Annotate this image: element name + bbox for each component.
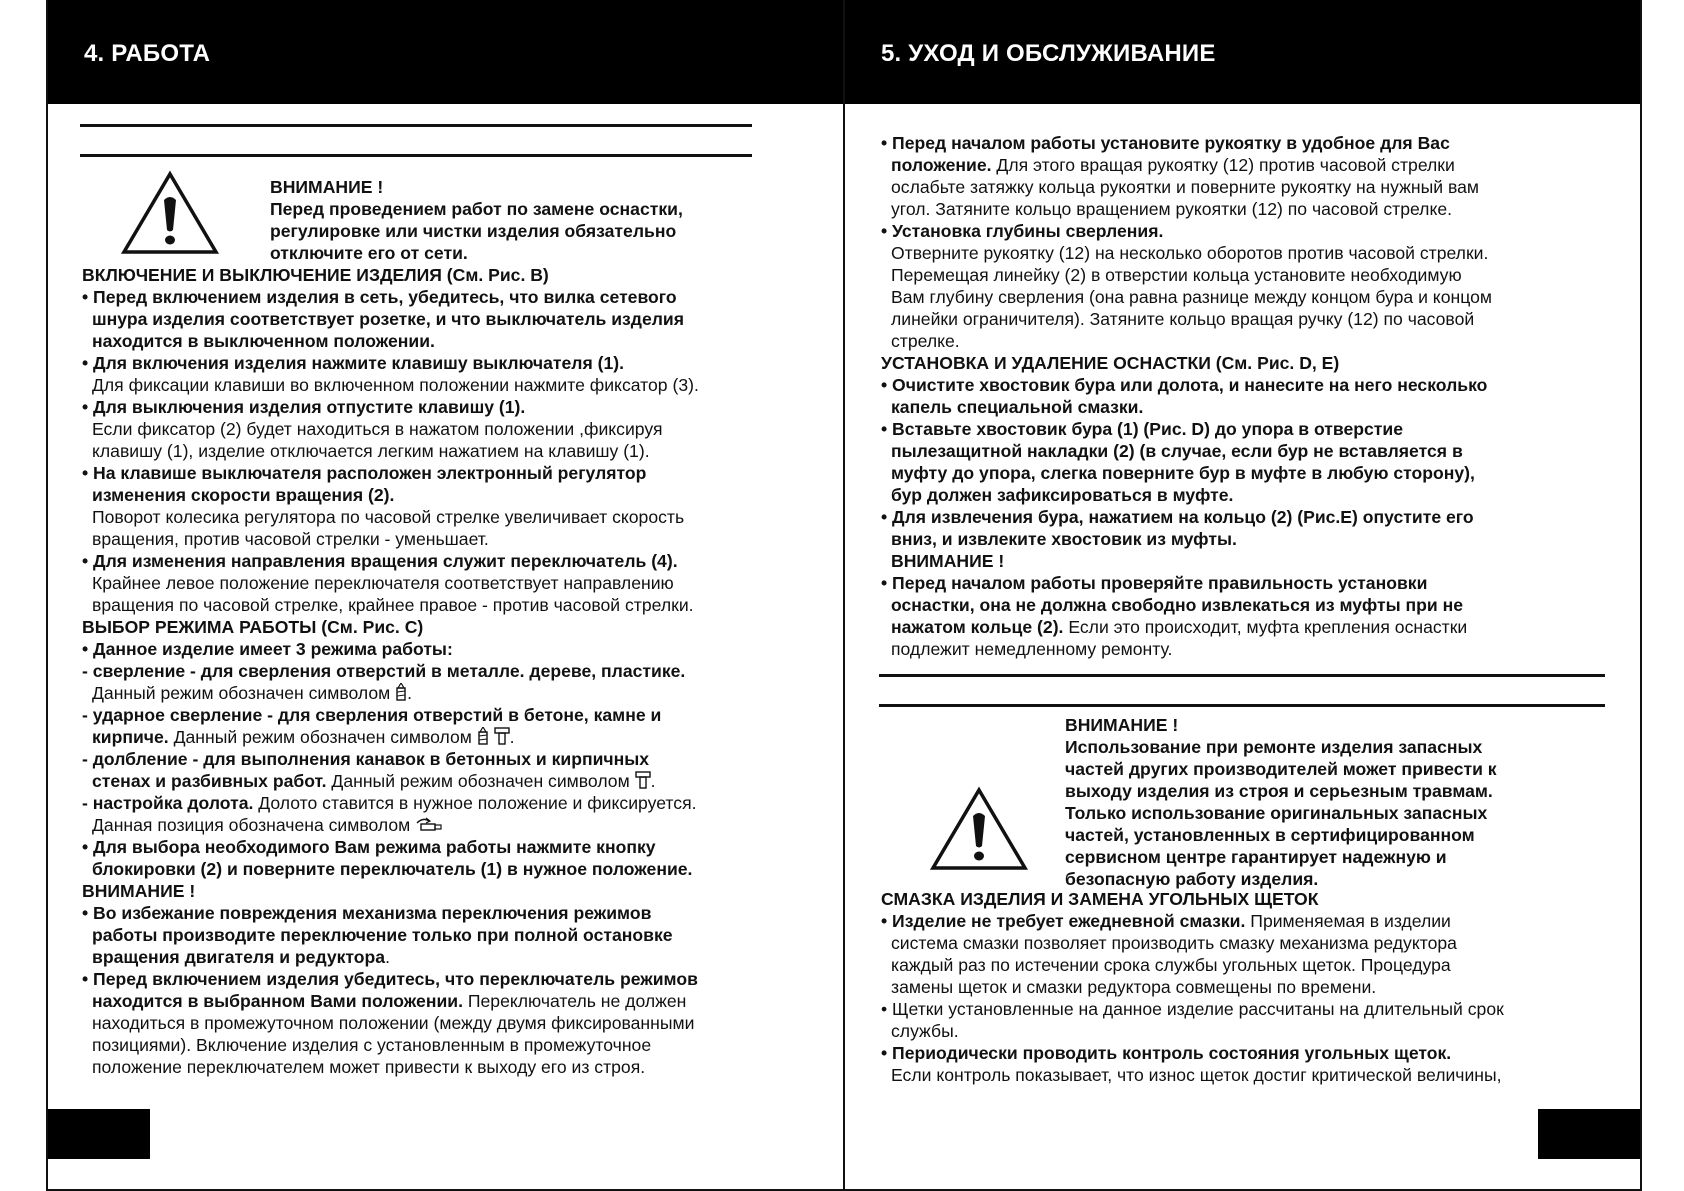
text-line bbox=[881, 594, 1631, 616]
regular-text: • Щетки установленные на данное изделие рассчитаны на длительный срок bbox=[881, 999, 1504, 1019]
regular-text: система смазки позволяет производить смазку механизма редуктора bbox=[891, 933, 1457, 953]
bold-text: изменения скорости вращения (2). bbox=[92, 485, 395, 505]
text-line bbox=[82, 704, 832, 726]
regular-text: Крайнее левое положение переключателя соответствует направлению bbox=[92, 573, 674, 593]
text-line bbox=[881, 462, 1631, 484]
text-line bbox=[82, 352, 832, 374]
text-line bbox=[82, 616, 832, 638]
warning-line: Перед проведением работ по замене оснастки, bbox=[270, 199, 683, 219]
text-line bbox=[881, 308, 1631, 330]
text-line bbox=[82, 792, 832, 814]
text-line bbox=[82, 814, 832, 836]
text-line bbox=[82, 836, 832, 858]
bold-text: находится в выключенном положении. bbox=[92, 331, 435, 351]
bold-text: шнура изделия соответствует розетке, и что выключатель изделия bbox=[92, 309, 684, 329]
body-text bbox=[881, 132, 1631, 660]
bold-text: - долбление - для выполнения канавок в бетонных и кирпичных bbox=[82, 749, 650, 769]
regular-text: линейки ограничителя). Затяните кольцо вращая ручку (12) по часовой bbox=[891, 309, 1475, 329]
text-line bbox=[82, 462, 832, 484]
body-text bbox=[82, 264, 832, 1078]
bold-text: - ударное сверление - для сверления отверстий в бетоне, камне и bbox=[82, 705, 662, 725]
bold-text: • Во избежание повреждения механизма переключения режимов bbox=[82, 903, 652, 923]
warning-line: Только использование оригинальных запасных bbox=[1065, 803, 1488, 823]
regular-text: клавишу (1), изделие отключается легким нажатием на клавишу (1). bbox=[92, 441, 650, 461]
divider bbox=[879, 674, 1605, 677]
section-title: 5. УХОД И ОБСЛУЖИВАНИЕ bbox=[881, 40, 1216, 67]
text-line bbox=[881, 330, 1631, 352]
bold-text: ВНИМАНИЕ ! bbox=[891, 551, 1005, 571]
text-line bbox=[881, 264, 1631, 286]
text-line bbox=[881, 506, 1631, 528]
regular-text: позициями). Включение изделия с установленным в промежуточное bbox=[92, 1035, 652, 1055]
regular-text: службы. bbox=[891, 1021, 959, 1041]
regular-text: подлежит немедленному ремонту. bbox=[891, 639, 1173, 659]
text-line bbox=[82, 484, 832, 506]
divider bbox=[879, 704, 1605, 707]
warning-line: отключите его от сети. bbox=[270, 243, 468, 263]
regular-text: замены щеток и смазки редуктора совмещены по времени. bbox=[891, 977, 1377, 997]
bold-text: • Для выключения изделия отпустите клавишу (1). bbox=[82, 397, 526, 417]
bold-text: • Данное изделие имеет 3 режима работы: bbox=[82, 639, 453, 659]
regular-text: Вам глубину сверления (она равна разнице между концом бура и концом bbox=[891, 287, 1492, 307]
warning-title: ВНИМАНИЕ ! bbox=[270, 177, 384, 197]
bold-text: - настройка долота. bbox=[82, 793, 254, 813]
regular-text: . bbox=[509, 727, 515, 747]
warning-line: сервисном центре гарантирует надежную и bbox=[1065, 847, 1447, 867]
regular-text: Если фиксатор (2) будет находиться в нажатом положении ,фиксируя bbox=[92, 419, 663, 439]
bold-text: стенах и разбивных работ. bbox=[92, 771, 327, 791]
text-line bbox=[82, 1056, 832, 1078]
text-line bbox=[82, 374, 832, 396]
text-line bbox=[82, 968, 832, 990]
text-line bbox=[881, 616, 1631, 638]
text-line bbox=[82, 308, 832, 330]
regular-text: Перемещая линейку (2) в отверстии кольца установите необходимую bbox=[891, 265, 1462, 285]
text-line bbox=[881, 286, 1631, 308]
regular-text: Для фиксации клавиши во включенном положении нажмите фиксатор (3). bbox=[92, 375, 699, 395]
warning-line: безопасную работу изделия. bbox=[1065, 869, 1319, 889]
regular-text: Если это происходит, муфта крепления оснастки bbox=[1063, 617, 1468, 637]
text-line bbox=[82, 682, 832, 704]
text-line bbox=[881, 572, 1631, 594]
hammer-mode-icon bbox=[635, 771, 651, 789]
text-line bbox=[82, 902, 832, 924]
text-line bbox=[881, 954, 1631, 976]
text-line bbox=[82, 924, 832, 946]
text-line bbox=[881, 932, 1631, 954]
warning-line: Использование при ремонте изделия запасных bbox=[1065, 737, 1483, 757]
bold-text: • Вставьте хвостовик бура (1) (Рис. D) до упора в отверстие bbox=[881, 419, 1403, 439]
text-line bbox=[881, 1042, 1631, 1064]
text-line bbox=[881, 638, 1631, 660]
text-line bbox=[881, 242, 1631, 264]
text-line bbox=[82, 1034, 832, 1056]
bold-text: • Для выбора необходимого Вам режима работы нажмите кнопку bbox=[82, 837, 656, 857]
bold-text: • Изделие не требует ежедневной смазки. bbox=[881, 911, 1246, 931]
bold-text: нажатом кольце (2). bbox=[891, 617, 1064, 637]
text-line bbox=[82, 286, 832, 308]
divider bbox=[80, 154, 752, 157]
text-line bbox=[82, 858, 832, 880]
text-line bbox=[881, 198, 1631, 220]
bold-text: • Перед началом работы проверяйте правильность установки bbox=[881, 573, 1428, 593]
bold-text: • Установка глубины сверления. bbox=[881, 221, 1164, 241]
mode-symbol bbox=[410, 815, 443, 835]
warning-line: частей, установленных в сертифицированном bbox=[1065, 825, 1475, 845]
bold-text: • Для извлечения бура, нажатием на кольцо (2) (Рис.E) опустите его bbox=[881, 507, 1474, 527]
regular-text: Для этого вращая рукоятку (12) против часовой стрелки bbox=[991, 155, 1455, 175]
text-line bbox=[881, 154, 1631, 176]
text-line bbox=[82, 660, 832, 682]
text-line bbox=[881, 910, 1631, 932]
page-header bbox=[845, 0, 1640, 104]
drill-mode-icon bbox=[395, 683, 407, 701]
text-line bbox=[881, 176, 1631, 198]
regular-text: Данная позиция обозначена символом bbox=[92, 815, 411, 835]
text-line bbox=[82, 418, 832, 440]
regular-text: находиться в промежуточном положении (между двумя фиксированными bbox=[92, 1013, 695, 1033]
regular-text: . bbox=[650, 771, 656, 791]
warning-line: частей других производителей может привести к bbox=[1065, 759, 1497, 779]
mode-symbol bbox=[472, 727, 510, 747]
body-text bbox=[881, 888, 1631, 1086]
text-line bbox=[82, 1012, 832, 1034]
text-line bbox=[881, 396, 1631, 418]
regular-text: . bbox=[385, 947, 390, 967]
page-left bbox=[46, 0, 844, 1191]
bold-text: вращения двигателя и редуктора bbox=[92, 947, 386, 967]
text-line bbox=[82, 550, 832, 572]
text-line bbox=[82, 264, 832, 286]
bold-text: блокировки (2) и поверните переключатель (1) в нужное положение. bbox=[92, 859, 693, 879]
regular-text: вращения, против часовой стрелки - уменьшает. bbox=[92, 529, 489, 549]
regular-text: . bbox=[407, 683, 413, 703]
text-line bbox=[82, 594, 832, 616]
bold-text: положение. bbox=[891, 155, 992, 175]
text-line bbox=[881, 1064, 1631, 1086]
warning-triangle-icon bbox=[120, 170, 220, 256]
bold-text: ВЫБОР РЕЖИМА РАБОТЫ (См. Рис. C) bbox=[82, 617, 424, 637]
chisel-position-icon bbox=[415, 815, 443, 833]
text-line bbox=[82, 572, 832, 594]
bold-text: ВНИМАНИЕ ! bbox=[82, 881, 196, 901]
warning-triangle-icon bbox=[929, 786, 1029, 872]
drill-mode-icon bbox=[477, 727, 489, 745]
regular-text: угол. Затяните кольцо вращением рукоятки (12) по часовой стрелке. bbox=[891, 199, 1453, 219]
bold-text: муфту до упора, слегка поверните бур в муфте в любую сторону), bbox=[891, 463, 1475, 483]
bold-text: кирпиче. bbox=[92, 727, 169, 747]
regular-text: вращения по часовой стрелке, крайнее правое - против часовой стрелки. bbox=[92, 595, 694, 615]
bold-text: • Перед включением изделия в сеть, убедитесь, что вилка сетевого bbox=[82, 287, 677, 307]
text-line bbox=[881, 418, 1631, 440]
text-line bbox=[82, 440, 832, 462]
bold-text: оснастки, она не должна свободно извлекаться из муфты при не bbox=[891, 595, 1464, 615]
regular-text: стрелке. bbox=[891, 331, 960, 351]
text-line bbox=[82, 528, 832, 550]
text-line bbox=[881, 1020, 1631, 1042]
page-header bbox=[48, 0, 843, 104]
bold-text: находится в выбранном Вами положении. bbox=[92, 991, 463, 1011]
warning-line: регулировке или чистки изделия обязательно bbox=[270, 221, 677, 241]
text-line bbox=[82, 638, 832, 660]
text-line bbox=[881, 550, 1631, 572]
text-line bbox=[881, 352, 1631, 374]
bold-text: капель специальной смазки. bbox=[891, 397, 1144, 417]
regular-text: Долото ставится в нужное положение и фиксируется. bbox=[253, 793, 697, 813]
text-line bbox=[82, 770, 832, 792]
bold-text: работы производите переключение только при полной остановке bbox=[92, 925, 673, 945]
text-line bbox=[881, 976, 1631, 998]
regular-text: ослабьте затяжку кольца рукоятки и поверните рукоятку на нужный вам bbox=[891, 177, 1479, 197]
bold-text: • Перед включением изделия убедитесь, что переключатель режимов bbox=[82, 969, 698, 989]
regular-text: Поворот колесика регулятора по часовой стрелке увеличивает скорость bbox=[92, 507, 685, 527]
bold-text: вниз, и извлеките хвостовик из муфты. bbox=[891, 529, 1237, 549]
text-line bbox=[82, 990, 832, 1012]
regular-text: Применяемая в изделии bbox=[1245, 911, 1451, 931]
text-line bbox=[82, 506, 832, 528]
warning-block bbox=[1065, 714, 1497, 890]
bold-text: УСТАНОВКА И УДАЛЕНИЕ ОСНАСТКИ (См. Рис. D, E) bbox=[881, 353, 1340, 373]
regular-text: Отверните рукоятку (12) на несколько оборотов против часовой стрелки. bbox=[891, 243, 1489, 263]
mode-symbol bbox=[390, 683, 407, 703]
text-line bbox=[82, 396, 832, 418]
bold-text: • Для включения изделия нажмите клавишу выключателя (1). bbox=[82, 353, 625, 373]
regular-text: Данный режим обозначен символом bbox=[326, 771, 630, 791]
warning-line: выходу изделия из строя и серьезным травмам. bbox=[1065, 781, 1493, 801]
text-line bbox=[881, 484, 1631, 506]
text-line bbox=[82, 748, 832, 770]
text-line bbox=[881, 440, 1631, 462]
bold-text: пылезащитной накладки (2) (в случае, если бур не вставляется в bbox=[891, 441, 1463, 461]
regular-text: Данный режим обозначен символом bbox=[168, 727, 472, 747]
regular-text: положение переключателем может привести к выходу его из строя. bbox=[92, 1057, 646, 1077]
regular-text: Данный режим обозначен символом bbox=[92, 683, 391, 703]
text-line bbox=[82, 330, 832, 352]
section-title: 4. РАБОТА bbox=[84, 40, 211, 67]
bold-text: • Периодически проводить контроль состояния угольных щеток. bbox=[881, 1043, 1452, 1063]
text-line bbox=[82, 880, 832, 902]
page-number-box bbox=[1538, 1109, 1640, 1159]
text-line bbox=[881, 528, 1631, 550]
bold-text: ВКЛЮЧЕНИЕ И ВЫКЛЮЧЕНИЕ ИЗДЕЛИЯ (См. Рис. B) bbox=[82, 265, 549, 285]
regular-text: Если контроль показывает, что износ щеток достиг критической величины, bbox=[891, 1065, 1502, 1085]
text-line bbox=[881, 132, 1631, 154]
text-line bbox=[881, 374, 1631, 396]
text-line bbox=[82, 946, 832, 968]
text-line bbox=[82, 726, 832, 748]
page-right bbox=[844, 0, 1642, 1191]
warning-title: ВНИМАНИЕ ! bbox=[1065, 715, 1179, 735]
bold-text: • На клавише выключателя расположен электронный регулятор bbox=[82, 463, 647, 483]
bold-text: • Для изменения направления вращения служит переключатель (4). bbox=[82, 551, 678, 571]
mode-symbol bbox=[630, 771, 651, 791]
divider bbox=[80, 124, 752, 127]
bold-text: • Очистите хвостовик бура или долота, и нанесите на него несколько bbox=[881, 375, 1488, 395]
warning-block bbox=[270, 176, 683, 264]
regular-text: Переключатель не должен bbox=[462, 991, 687, 1011]
hammer-mode-icon bbox=[494, 727, 510, 745]
bold-text: СМАЗКА ИЗДЕЛИЯ И ЗАМЕНА УГОЛЬНЫХ ЩЕТОК bbox=[881, 889, 1319, 909]
regular-text: каждый раз по истечении срока службы угольных щеток. Процедура bbox=[891, 955, 1451, 975]
text-line bbox=[881, 888, 1631, 910]
text-line bbox=[881, 220, 1631, 242]
text-line bbox=[881, 998, 1631, 1020]
bold-text: - сверление - для сверления отверстий в металле. дереве, пластике. bbox=[82, 661, 686, 681]
bold-text: бур должен зафиксироваться в муфте. bbox=[891, 485, 1234, 505]
page-number-box bbox=[48, 1109, 150, 1159]
bold-text: • Перед началом работы установите рукоятку в удобное для Вас bbox=[881, 133, 1450, 153]
